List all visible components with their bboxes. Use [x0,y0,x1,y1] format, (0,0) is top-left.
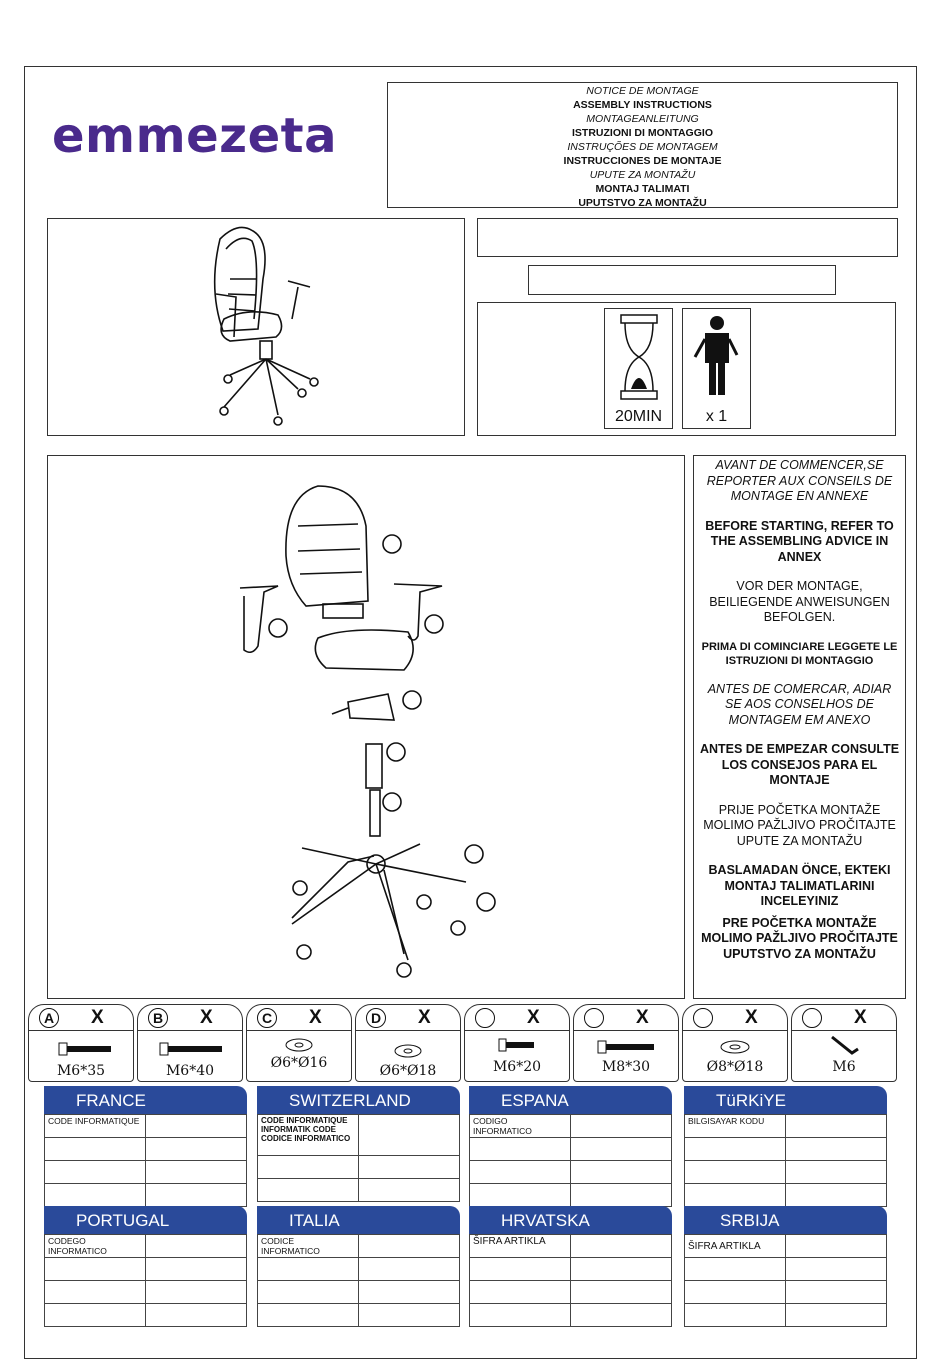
title-line: INSTRUÇÕES DE MONTAGEM [567,141,718,153]
part-d [355,1004,461,1082]
title-line: NOTICE DE MONTAGE [586,85,699,97]
title-line: INSTRUCCIONES DE MONTAJE [563,155,722,167]
title-line: MONTAJ TALIMATI [595,183,690,195]
quantity-mark: X [309,1007,322,1028]
part-letter [584,1008,604,1028]
country-table-hrvatska [469,1206,672,1327]
country-name: ITALIA [257,1206,460,1234]
part-letter: C [257,1008,277,1028]
quantity-mark: X [200,1007,213,1028]
part-letter: B [148,1008,168,1028]
quantity-mark: X [527,1007,540,1028]
part-size: M6*35 [56,1063,106,1079]
title-line: UPUTE ZA MONTAŽU [589,169,696,181]
country-name: ESPANA [469,1086,672,1114]
code-label: CODE INFORMATIQUE INFORMATIK CODE CODICE INFORMATICO [258,1115,359,1156]
country-name: FRANCE [44,1086,247,1114]
quantity-mark: X [418,1007,431,1028]
part-letter [802,1008,822,1028]
hourglass-icon [605,309,672,404]
time-card [604,308,673,429]
code-label: ŠIFRA ARTIKLA [685,1235,786,1258]
part-b [137,1004,243,1082]
title-line: ASSEMBLY INSTRUCTIONS [573,99,712,111]
part-c [246,1004,352,1082]
exploded-chair-illustration [48,456,684,998]
country-name: TüRKiYE [684,1086,887,1114]
code-label: CODIGO INFORMATICO [470,1115,571,1138]
product-code-field [528,265,836,295]
part-size: M6 [832,1059,856,1075]
advice-de: VOR DER MONTAGE, BEILIEGENDE ANWEISUNGEN BEFOLGEN. [709,579,890,624]
country-name: SRBIJA [684,1206,887,1234]
person-icon [683,309,750,404]
country-name: HRVATSKA [469,1206,672,1234]
title-line: MONTAGEANLEITUNG [586,113,699,125]
country-name: SWITZERLAND [257,1086,460,1114]
country-table-switzerland [257,1086,460,1202]
part-letter [475,1008,495,1028]
part-letter [693,1008,713,1028]
persons-card [682,308,751,429]
code-label: CODICE INFORMATICO [258,1235,359,1258]
part-f [573,1004,679,1082]
code-label: CODE INFORMATIQUE [45,1115,146,1138]
brand-logo: emmezeta [52,108,337,164]
bolt-icon [29,1033,133,1063]
bolt-icon [138,1033,242,1063]
code-label: CODEGO INFORMATICO [45,1235,146,1258]
advice-pt: ANTES DE COMERCAR, ADIAR SE AOS CONSELHOS DE MONTAGEM EM ANEXO [707,681,892,727]
advice-hr: PRIJE POČETKA MONTAŽE MOLIMO PAŽLJIVO PROČITAJTE UPUTE ZA MONTAŽU [703,802,896,848]
part-e [464,1004,570,1082]
part-letter: A [39,1008,59,1028]
part-g [682,1004,788,1082]
advice-tr: BASLAMADAN ÖNCE, EKTEKI MONTAJ TALIMATLARINI INCELEYINIZ [708,863,891,908]
quantity-mark: X [636,1007,649,1028]
chair-illustration [48,219,464,435]
product-image-box [47,218,465,436]
country-table-espana [469,1086,672,1207]
title-line: ISTRUZIONI DI MONTAGGIO [572,127,713,139]
time-label: 20MIN [614,408,663,425]
assembly-advice-panel [693,455,906,999]
part-h [791,1004,897,1082]
country-table-turkiye [684,1086,887,1207]
country-table-portugal [44,1206,247,1327]
product-name-field [477,218,898,257]
part-size: Ø6*Ø16 [270,1055,328,1071]
title-line: UPUTSTVO ZA MONTAŽU [578,197,707,209]
advice-en: BEFORE STARTING, REFER TO THE ASSEMBLING ADVICE IN ANNEX [705,518,894,564]
washer-icon [356,1033,460,1063]
quantity-mark: X [745,1007,758,1028]
title-box [387,82,898,208]
part-size: M6*40 [165,1063,215,1079]
advice-it: PRIMA DI COMINCIARE LEGGETE LE ISTRUZIONI DI MONTAGGIO [701,640,898,667]
code-label: ŠIFRA ARTIKLA [470,1235,571,1258]
part-size: M8*30 [601,1059,651,1075]
advice-fr: AVANT DE COMMENCER,SE REPORTER AUX CONSEILS DE MONTAGE EN ANNEXE [706,458,893,503]
part-size: Ø6*Ø18 [379,1063,437,1079]
advice-rs: PRE POČETKA MONTAŽE MOLIMO PAŽLJIVO PROČITAJTE UPUTSTVO ZA MONTAŽU [701,915,898,961]
country-name: PORTUGAL [44,1206,247,1234]
quantity-mark: X [854,1007,867,1028]
persons-label: x 1 [705,408,728,425]
country-table-italia [257,1206,460,1327]
country-table-france [44,1086,247,1207]
exploded-diagram-box [47,455,685,999]
country-table-srbija [684,1206,887,1327]
quantity-mark: X [91,1007,104,1028]
part-a [28,1004,134,1082]
part-size: Ø8*Ø18 [706,1059,764,1075]
part-size: M6*20 [492,1059,542,1075]
part-letter: D [366,1008,386,1028]
advice-es: ANTES DE EMPEZAR CONSULTE LOS CONSEJOS PARA EL MONTAJE [699,742,900,787]
code-label: BILGISAYAR KODU [685,1115,786,1138]
